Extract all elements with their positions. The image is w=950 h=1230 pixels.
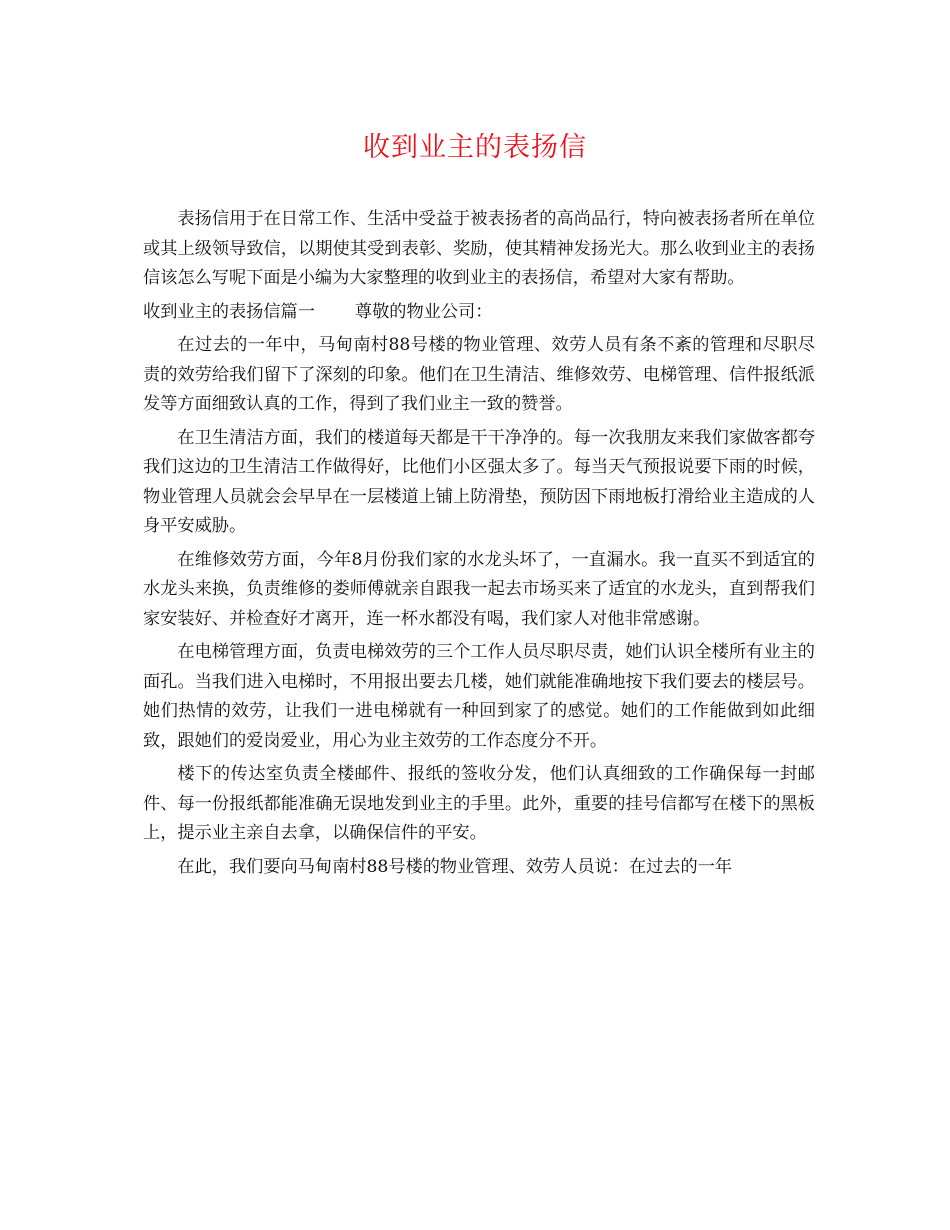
paragraph-cleaning: 在卫生清洁方面，我们的楼道每天都是干干净净的。每一次我朋友来我们家做客都夸我们这边的卫生清洁工作做得好，比他们小区强太多了。每当天气预报说要下雨的时候，物业管理人员就会会早早在一层楼道上铺上防滑垫，预防因下雨地板打滑给业主造成的人身平安威胁。: [143, 427, 815, 536]
paragraph-closing: 在此，我们要向马甸南村88号楼的物业管理、效劳人员说：在过去的一年: [177, 856, 733, 877]
paragraph-overview: 在过去的一年中，马甸南村88号楼的物业管理、效劳人员有条不紊的管理和尽职尽责的效劳给我们留下了深刻的印象。他们在卫生清洁、维修效劳、电梯管理、信件报纸派发等方面细致认真的工作，得到了我们业主一致的赞誉。: [143, 335, 815, 414]
letter-heading-line: [143, 298, 815, 328]
salutation: 尊敬的物业公司：: [354, 301, 493, 322]
document-title: 收到业主的表扬信: [363, 132, 587, 163]
paragraph-mail: 楼下的传达室负责全楼邮件、报纸的签收分发，他们认真细致的工作确保每一封邮件、每一份报纸都能准确无误地发到业主的手里。此外，重要的挂号信都写在楼下的黑板上，提示业主亲自去拿，以确保信件的平安。: [143, 764, 815, 843]
document-body: [143, 205, 815, 886]
paragraph-repair: 在维修效劳方面，今年8月份我们家的水龙头坏了，一直漏水。我一直买不到适宜的水龙头来换，负责维修的娄师傅就亲自跟我一起去市场买来了适宜的水龙头，直到帮我们家安装好、并检查好才离开，连一杯水都没有喝，我们家人对他非常感谢。: [143, 549, 815, 629]
section-heading: 收到业主的表扬信篇一: [143, 301, 315, 322]
paragraph-elevator: 在电梯管理方面，负责电梯效劳的三个工作人员尽职尽责，她们认识全楼所有业主的面孔。当我们进入电梯时，不用报出要去几楼，她们就能准确地按下我们要去的楼层号。她们热情的效劳，让我们一进电梯就有一种回到家了的感觉。她们的工作能做到如此细致，跟她们的爱岗爱业，用心为业主效劳的工作态度分不开。: [143, 642, 815, 751]
paragraph-intro: 表扬信用于在日常工作、生活中受益于被表扬者的高尚品行，特向被表扬者所在单位或其上级领导致信，以期使其受到表彰、奖励，使其精神发扬光大。那么收到业主的表扬信该怎么写呢下面是小编为大家整理的收到业主的表扬信，希望对大家有帮助。: [143, 209, 815, 288]
